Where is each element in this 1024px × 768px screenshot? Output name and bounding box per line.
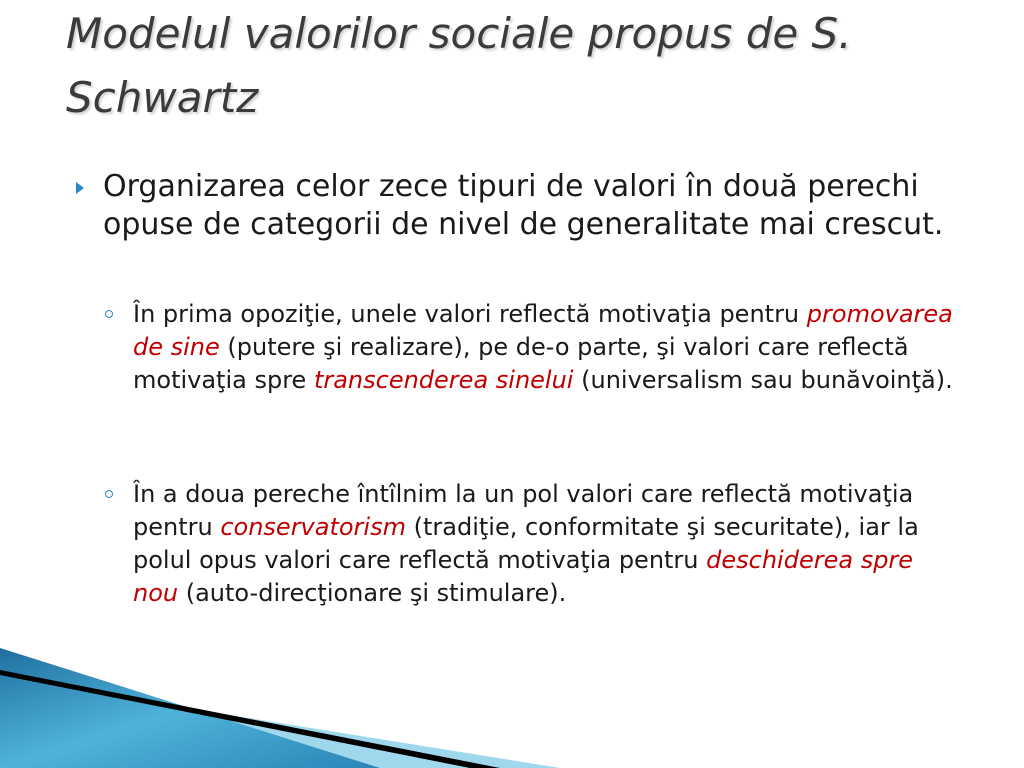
emphasis-term: transcenderea sinelui: [313, 366, 574, 394]
corner-swoosh-decoration: [0, 648, 560, 768]
triangle-bullet-icon: [76, 182, 84, 194]
slide-title: Modelul valorilor sociale propus de S. Schwartz: [66, 9, 852, 122]
sub-bullet-1-text: [133, 298, 955, 397]
sub-bullet-2-text: [133, 478, 955, 610]
text-segment: (auto-direcţionare şi stimulare).: [178, 579, 567, 607]
text-segment: (putere şi realizare), pe de-o parte, şi valori care reflectă motivaţia spre: [133, 333, 909, 394]
circle-bullet-icon: [105, 490, 113, 498]
bullet-main-text: Organizarea celor zece tipuri de valori în două perechi opuse de categorii de nivel de generalitate mai crescut.: [103, 169, 944, 242]
text-segment: (universalism sau bunăvoinţă).: [573, 366, 953, 394]
bullet-main: [76, 168, 956, 244]
emphasis-term: promovarea de sine: [133, 300, 953, 361]
sub-bullet-1: [105, 298, 955, 397]
emphasis-term: deschiderea spre nou: [133, 546, 914, 607]
emphasis-term: conservatorism: [220, 513, 406, 541]
text-segment: În a doua pereche întîlnim la un pol valori care reflectă motivaţia pentru: [133, 480, 914, 541]
sub-bullet-2: [105, 478, 955, 610]
circle-bullet-icon: [105, 310, 113, 318]
text-segment: În prima opoziţie, unele valori reflectă motivaţia pentru: [133, 300, 807, 328]
text-segment: (tradiţie, conformitate şi securitate), iar la polul opus valori care reflectă motivaţia pentru: [133, 513, 919, 574]
